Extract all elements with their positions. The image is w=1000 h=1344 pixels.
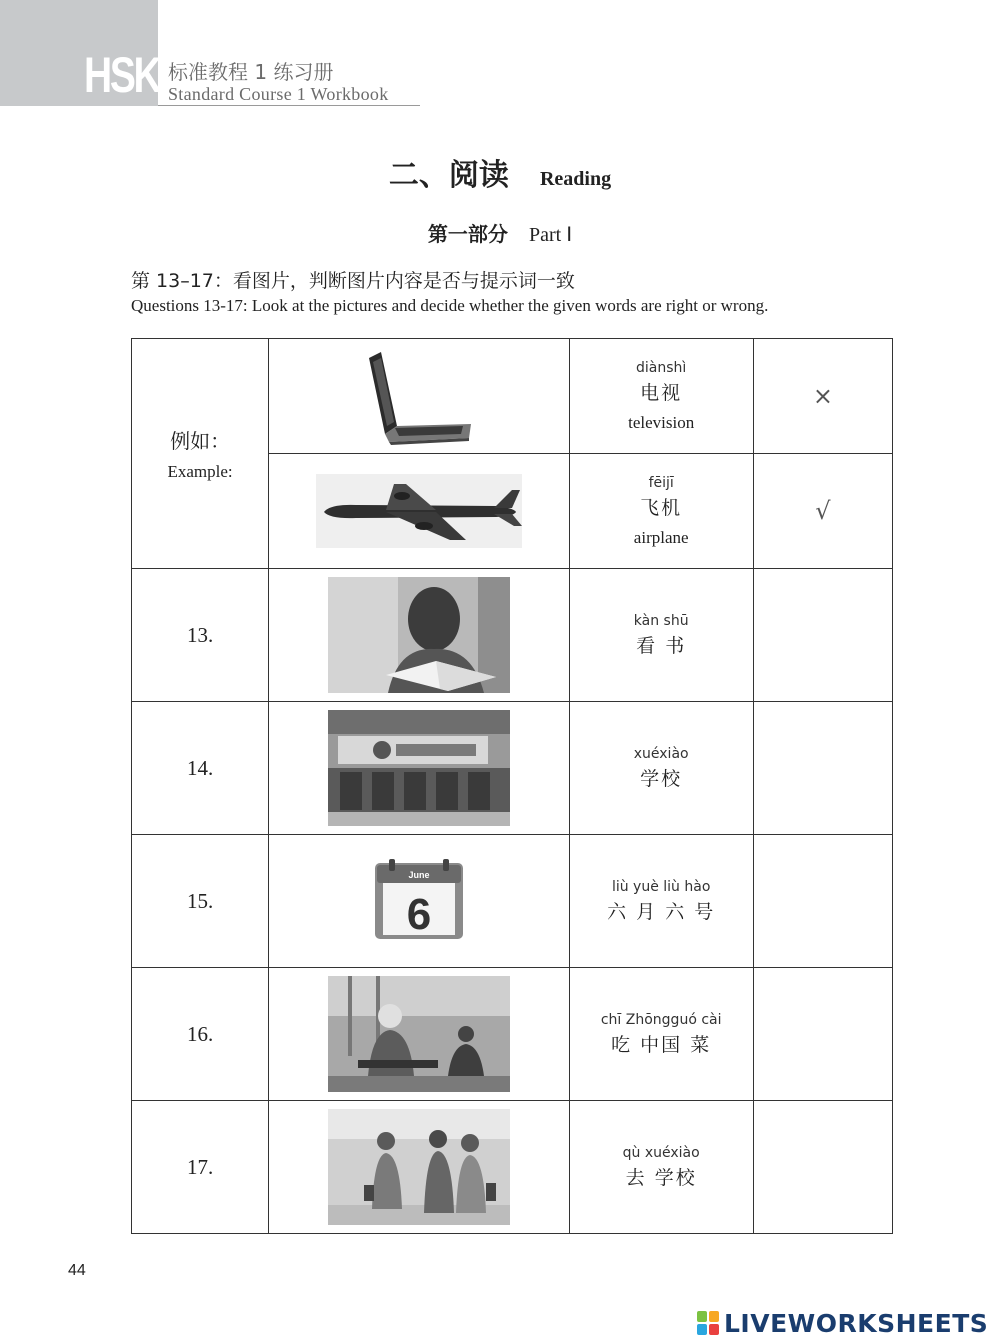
question-number: 16. (186, 1021, 214, 1046)
image-cell (269, 702, 569, 835)
answer-cell[interactable] (753, 454, 892, 569)
instructions-cn: 第 13–17：看图片，判断图片内容是否与提示词一致 (131, 270, 575, 292)
hanzi: 吃 中国 菜 (611, 1033, 712, 1056)
liveworksheets-logo-icon (696, 1310, 720, 1336)
image-cell (269, 339, 569, 454)
header-rule (158, 105, 420, 106)
question-row (132, 569, 893, 702)
word-cell (569, 835, 753, 968)
question-number-cell (132, 835, 269, 968)
shopping-image (328, 1109, 510, 1225)
image-cell (269, 968, 569, 1101)
part-title (0, 218, 1000, 247)
image-cell (269, 1101, 569, 1234)
question-row (132, 968, 893, 1101)
hsk-logo: HSK (84, 47, 160, 103)
example-label-cn: 例如： (170, 429, 231, 453)
question-number-cell (132, 569, 269, 702)
hanzi: 六 月 六 号 (607, 900, 716, 923)
section-title-en: Reading (539, 168, 612, 190)
page-number: 44 (68, 1262, 86, 1279)
pinyin: liù yuè liù hào (611, 878, 711, 895)
hanzi: 学校 (640, 767, 683, 790)
image-cell (269, 569, 569, 702)
pinyin: fēijī (648, 474, 674, 491)
question-row (132, 702, 893, 835)
question-number-cell (132, 702, 269, 835)
question-number-cell (132, 1101, 269, 1234)
image-cell (269, 454, 569, 569)
question-number: 17. (186, 1154, 214, 1179)
laptop-image (359, 346, 479, 446)
pinyin: xuéxiào (633, 745, 689, 762)
image-cell (269, 835, 569, 968)
example-label-en: Example: (167, 462, 233, 481)
word-cell (569, 702, 753, 835)
word-cell (569, 569, 753, 702)
pinyin: diànshì (636, 359, 687, 376)
section-title-cn: 二、阅读 (388, 158, 509, 193)
calendar-month: June (408, 870, 430, 880)
section-title (0, 150, 1000, 194)
word-cell (569, 968, 753, 1101)
example-row (132, 339, 893, 454)
wrong-mark: × (812, 382, 833, 410)
man-reading-image (328, 577, 510, 693)
book-title-en: Standard Course 1 Workbook (168, 84, 389, 104)
question-number: 14. (186, 755, 214, 780)
question-table (131, 338, 893, 1234)
hanzi: 飞机 (640, 496, 683, 519)
liveworksheets-brand[interactable] (696, 1306, 988, 1340)
answer-cell[interactable] (753, 835, 892, 968)
word-cell (569, 1101, 753, 1234)
hanzi: 电视 (640, 381, 683, 404)
word-cell (569, 339, 753, 454)
instructions-en: Questions 13-17: Look at the pictures and decide whether the given words are right or wrong. (131, 296, 769, 315)
cafe-image (328, 976, 510, 1092)
answer-cell[interactable] (753, 339, 892, 454)
question-number-cell (132, 968, 269, 1101)
english-gloss: airplane (633, 527, 689, 547)
english-gloss: television (628, 412, 695, 432)
calendar-icon (373, 859, 465, 943)
answer-cell[interactable] (753, 1101, 892, 1234)
answer-cell[interactable] (753, 968, 892, 1101)
pinyin: chī Zhōngguó cài (600, 1011, 722, 1028)
brand-name: LIVEWORKSHEETS (724, 1308, 989, 1338)
hanzi: 看 书 (636, 634, 687, 657)
pinyin: qù xuéxiào (622, 1144, 700, 1161)
answer-cell[interactable] (753, 569, 892, 702)
part-title-cn: 第一部分 (427, 222, 508, 246)
airplane-image (316, 474, 522, 548)
question-number: 15. (186, 888, 214, 913)
building-image (328, 710, 510, 826)
hanzi: 去 学校 (625, 1166, 697, 1189)
pinyin: kàn shū (633, 612, 689, 629)
check-mark: √ (815, 497, 831, 525)
word-cell (569, 454, 753, 569)
book-title-cn: 标准教程 1 练习册 (168, 60, 334, 84)
question-row (132, 1101, 893, 1234)
part-title-en: Part Ⅰ (528, 224, 573, 246)
answer-cell[interactable] (753, 702, 892, 835)
question-row (132, 835, 893, 968)
calendar-day: 6 (406, 890, 432, 939)
example-label-cell (132, 339, 269, 569)
question-number: 13. (186, 622, 214, 647)
